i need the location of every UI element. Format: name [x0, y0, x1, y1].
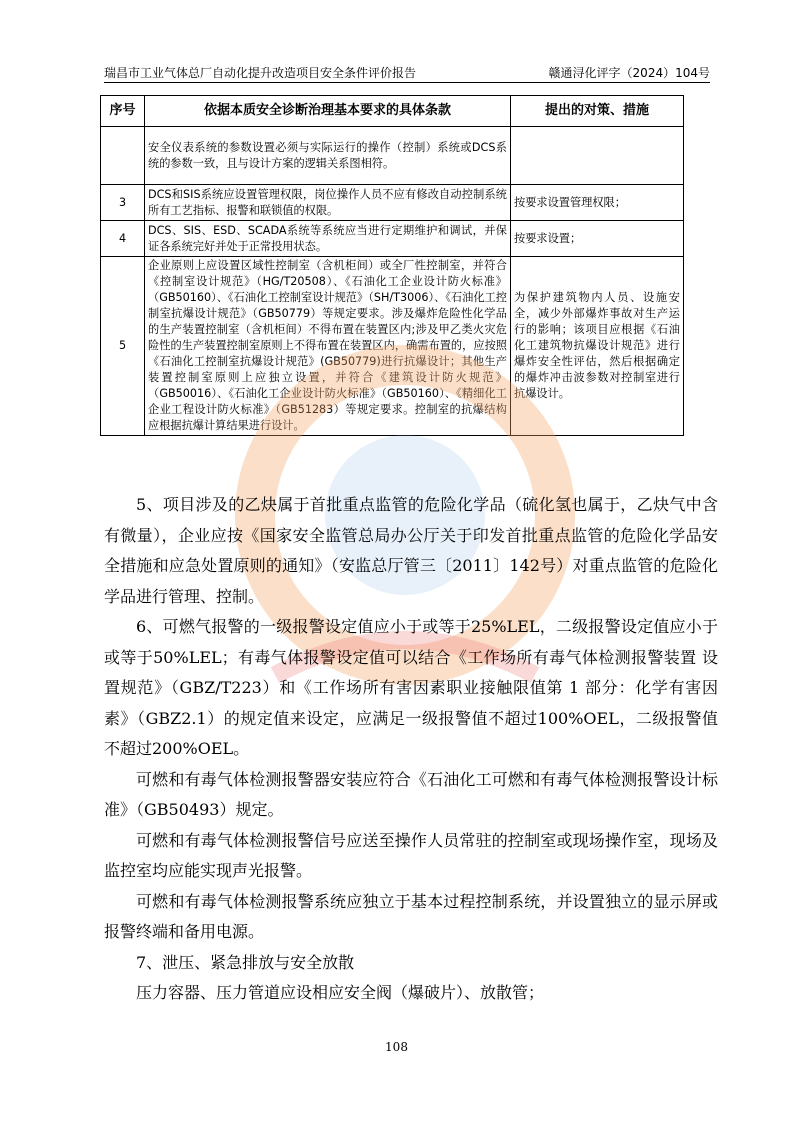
page-number: 108	[385, 1040, 408, 1054]
page-header	[104, 62, 710, 80]
row-requirement: DCS和SIS系统应设置管理权限，岗位操作人员不应有修改自动控制系统所有工艺指标、报警和联锁值的权限。	[145, 185, 511, 221]
row-number: 3	[101, 185, 145, 221]
document-number: 赣通浔化评字（2024）104号	[548, 66, 710, 80]
table-row	[101, 257, 684, 436]
report-title: 瑞昌市工业气体总厂自动化提升改造项目安全条件评价报告	[104, 66, 417, 80]
paragraph: 可燃和有毒气体检测报警系统应独立于基本过程控制系统，并设置独立的显示屏或报警终端和备用电源。	[104, 891, 718, 941]
table-header-row	[101, 96, 684, 127]
row-requirement: 企业原则上应设置区域性控制室（含机柜间）或全厂性控制室，并符合《控制室设计规范》（HG/T20508）、《石油化工企业设计防火标准》（GB50160）、《石油化工控制室设计规范》（SH/T3006）、《石油化工控制室抗爆设计规范》（GB50779）等规定要求。涉及爆炸危险性化学品的生产装置控制室（含机柜间）不得布置在装置区内;涉及甲乙类火灾危险性的生产装置控制室原则上不得布置在装置区内，确需布置的，应按照《石油化工控制室抗爆设计规范》(GB50779)进行抗爆设计；其他生产装置控制室原则上应独立设置，并符合《建筑设计防火规范》（GB50016）、《石油化工企业设计防火标准》（GB50160）、《精细化工企业工程设计防火标准》（GB51283）等规定要求。控制室的抗爆结构应根据抗爆计算结果进行设计。	[145, 257, 511, 436]
row-number: 4	[101, 221, 145, 257]
table-row	[101, 185, 684, 221]
row-requirement: DCS、SIS、ESD、SCADA系统等系统应当进行定期维护和调试，并保证各系统完好并处于正常投用状态。	[145, 221, 511, 257]
paragraph: 压力容器、压力管道应设相应安全阀（爆破片）、放散管；	[136, 983, 545, 1002]
paragraph: 可燃和有毒气体检测报警器安装应符合《石油化工可燃和有毒气体检测报警设计标准》（GB50493）规定。	[104, 769, 718, 819]
column-header-measure: 提出的对策、措施	[511, 96, 684, 127]
row-number: 5	[101, 257, 145, 436]
row-measure	[511, 127, 684, 185]
paragraph: 6、可燃气报警的一级报警设定值应小于或等于25%LEL，二级报警设定值应小于或等于50%LEL；有毒气体报警设定值可以结合《工作场所有毒气体检测报警装置 设置规范》（GBZ/T223）和《工作场所有害因素职业接触限值第 1 部分：化学有害因素》（GBZ2.1）的规定值来设定，应满足一级报警值不超过100%OEL，二级报警值不超过200%OEL。	[104, 617, 718, 758]
section-heading: 7、泄压、紧急排放与安全放散	[136, 952, 355, 972]
body-text	[104, 490, 718, 1009]
requirements-table	[100, 95, 684, 436]
column-header-requirement: 依据本质安全诊断治理基本要求的具体条款	[145, 96, 511, 127]
column-header-no: 序号	[101, 96, 145, 127]
table-row	[101, 221, 684, 257]
row-measure: 按要求设置管理权限；	[511, 185, 684, 221]
table-row	[101, 127, 684, 185]
row-measure: 为保护建筑物内人员、设施安全，减少外部爆炸事故对生产运行的影响；该项目应根据《石油化工建筑物抗爆设计规范》进行爆炸安全性评估，然后根据确定的爆炸冲击波参数对控制室进行抗爆设计。	[511, 257, 684, 436]
paragraph: 5、项目涉及的乙炔属于首批重点监管的危险化学品（硫化氢也属于，乙炔气中含有微量），企业应按《国家安全监管总局办公厅关于印发首批重点监管的危险化学品安全措施和应急处置原则的通知》（安监总厅管三〔2011〕142号）对重点监管的危险化学品进行管理、控制。	[104, 495, 718, 606]
row-requirement: 安全仪表系统的参数设置必须与实际运行的操作（控制）系统或DCS系统的参数一致，且与设计方案的逻辑关系图相符。	[145, 127, 511, 185]
header-rule	[104, 82, 710, 83]
paragraph: 可燃和有毒气体检测报警信号应送至操作人员常驻的控制室或现场操作室，现场及监控室均应能实现声光报警。	[104, 830, 718, 880]
row-measure: 按要求设置；	[511, 221, 684, 257]
row-number	[101, 127, 145, 185]
